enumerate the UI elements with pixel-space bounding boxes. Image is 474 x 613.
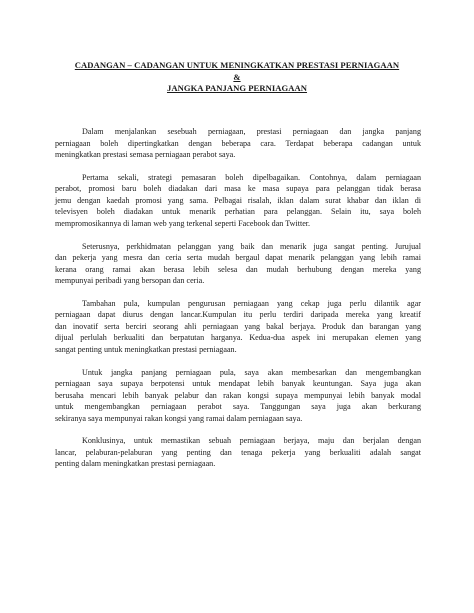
document-body <box>55 126 421 481</box>
paragraph-line: Dalam menjalankan sesebuah perniagaan, prestasi perniagaan dan jangka panjang <box>82 127 421 136</box>
paragraph <box>55 435 421 470</box>
paragraph <box>55 367 421 425</box>
paragraph-line: meningkatkan prestasi semasa perniagaan perabot saya. <box>55 150 236 159</box>
document-title <box>40 60 434 95</box>
paragraph <box>55 172 421 230</box>
paragraph-line: kerana orang ramai akan berasa lebih selesa dan mudah berhubung dengan mereka yang <box>55 264 421 274</box>
paragraph-line: Konklusinya, untuk memastikan sebuah perniagaan berjaya, maju dan berjalan dengan <box>82 436 421 446</box>
paragraph-line: lancar, pelaburan-pelaburan yang penting dan tenaga pekerja yang berkualiti adalah sangat <box>55 447 421 457</box>
paragraph-line: perniagaan saya supaya berpotensi untuk mendapat lebih banyak keuntungan. Saya juga akan <box>55 379 421 389</box>
paragraph-line: sekiranya saya mempunyai rakan kongsi yang ramai dalam perniagaan saya. <box>55 413 303 423</box>
paragraph-line: Pertama sekali, strategi pemasaran boleh dipelbagaikan. Contohnya, dalam perniagaan <box>82 172 421 182</box>
paragraph-line: dan pekerja yang mesra dan ceria serta mudah bergaul dapat menarik pelanggan yang lebih ramai <box>55 253 421 263</box>
paragraph-line: dijual perlulah berkualiti dan berpatutan harganya. Kedua-dua aspek ini merupakan elemen yang <box>55 333 421 343</box>
paragraph-line: dan inovatif serta berciri seorang ahli perniagaan yang bakal berjaya. Produk dan barangan yang <box>55 321 421 331</box>
paragraph-line: Tambahan pula, kumpulan pengurusan perniagaan yang cekap juga perlu dilantik agar <box>82 298 421 308</box>
paragraph-line: jemu dengan kaedah promosi yang sama. Pelbagai risalah, iklan dalam surat khabar dan iklan di <box>55 195 421 205</box>
paragraph-line: Seterusnya, perkhidmatan pelanggan yang baik dan menarik juga sangat penting. Jurujual <box>82 241 421 251</box>
title-line-2: & <box>233 71 241 82</box>
title-line-1: CADANGAN – CADANGAN UNTUK MENINGKATKAN PRESTASI PERNIAGAAN <box>74 60 400 70</box>
paragraph-line: perniagaan boleh dipertingkatkan dengan beberapa cara. Terdapat beberapa cadangan untuk <box>55 138 421 148</box>
paragraph-line: berusaha mencari lebih banyak pelabur dan rakan kongsi supaya mempunyai lebih banyak modal <box>55 390 421 400</box>
paragraph-line: televisyen boleh diadakan untuk menarik perhatian para pelanggan. Selain itu, saya boleh <box>55 207 421 217</box>
paragraph-line: perniagaan dapat diurus dengan lancar.Kumpulan itu perlu terdiri daripada mereka yang kreatif <box>55 310 421 320</box>
paragraph-line: penting dalam meningkatkan prestasi perniagaan. <box>55 459 216 469</box>
paragraph-line: untuk mengembangkan perniagaan perabot saya. Tanggungan saya juga akan berkurang <box>55 402 421 412</box>
paragraph-line: Untuk jangka panjang perniagaan pula, saya akan membesarkan dan mengembangkan <box>82 367 421 377</box>
paragraph <box>55 298 421 356</box>
paragraph-line: sangat penting untuk meningkatkan prestasi perniagaan. <box>55 344 237 354</box>
paragraph-line: mempromosikannya di laman web yang terkenal seperti Facebook dan Twitter. <box>55 218 311 228</box>
paragraph-line: mempunyai peribadi yang bersopan dan ceria. <box>55 276 205 286</box>
title-line-3: JANGKA PANJANG PERNIAGAAN <box>166 83 308 93</box>
paragraph <box>55 241 421 287</box>
paragraph <box>55 126 421 161</box>
paragraph-line: perabot, promosi baru boleh diadakan dari masa ke masa supaya para pelanggan tidak berasa <box>55 184 421 194</box>
